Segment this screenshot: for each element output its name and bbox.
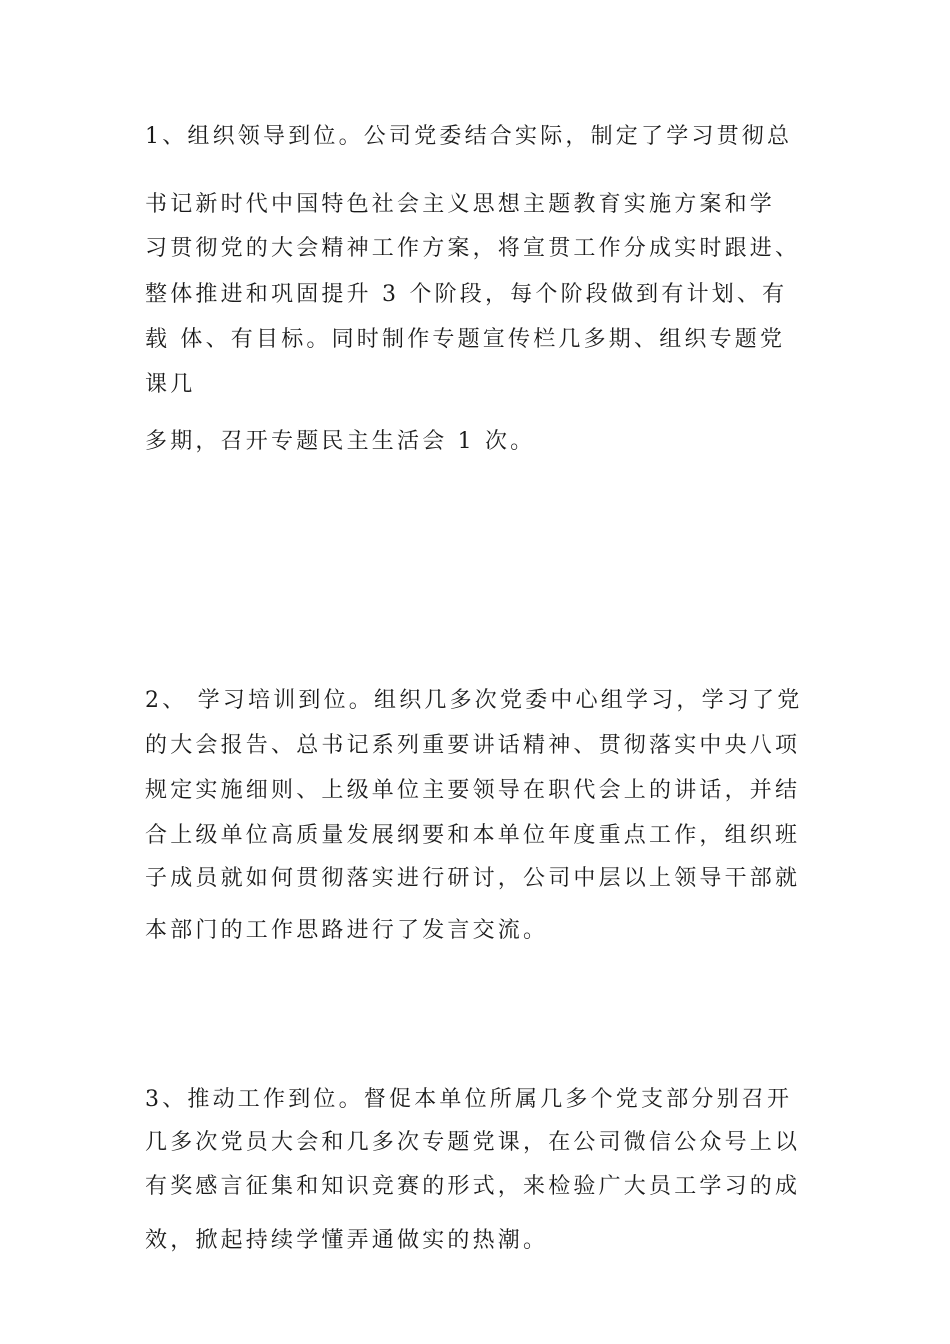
text-line: 多期，召开专题民主生活会 1 次。 xyxy=(145,429,536,454)
text-line: 规定实施细则、上级单位主要领导在职代会上的讲话，并结 xyxy=(145,778,801,803)
text-line: 效，掀起持续学懂弄通做实的热潮。 xyxy=(145,1228,549,1253)
text-line: 3、推动工作到位。督促本单位所属几多个党支部分别召开 xyxy=(145,1087,793,1112)
text-line: 合上级单位高质量发展纲要和本单位年度重点工作，组织班 xyxy=(145,823,801,848)
text-line: 载 体、有目标。同时制作专题宣传栏几多期、组织专题党 xyxy=(145,327,786,352)
text-line: 课几 xyxy=(145,372,196,397)
text-line: 几多次党员大会和几多次专题党课，在公司微信公众号上以 xyxy=(145,1130,801,1155)
text-line: 整体推进和巩固提升 3 个阶段，每个阶段做到有计划、有 xyxy=(145,282,788,307)
text-line: 有奖感言征集和知识竞赛的形式，来检验广大员工学习的成 xyxy=(145,1174,801,1199)
text-line: 2、 学习培训到位。组织几多次党委中心组学习，学习了党 xyxy=(145,688,803,713)
text-line: 习贯彻党的大会精神工作方案，将宣贯工作分成实时跟进、 xyxy=(145,236,801,261)
text-line: 子成员就如何贯彻落实进行研讨，公司中层以上领导干部就 xyxy=(145,866,801,891)
text-line: 本部门的工作思路进行了发言交流。 xyxy=(145,918,549,943)
text-line: 1、组织领导到位。公司党委结合实际，制定了学习贯彻总 xyxy=(145,124,793,149)
text-line: 书记新时代中国特色社会主义思想主题教育实施方案和学 xyxy=(145,192,776,217)
text-line: 的大会报告、总书记系列重要讲话精神、贯彻落实中央八项 xyxy=(145,733,801,758)
